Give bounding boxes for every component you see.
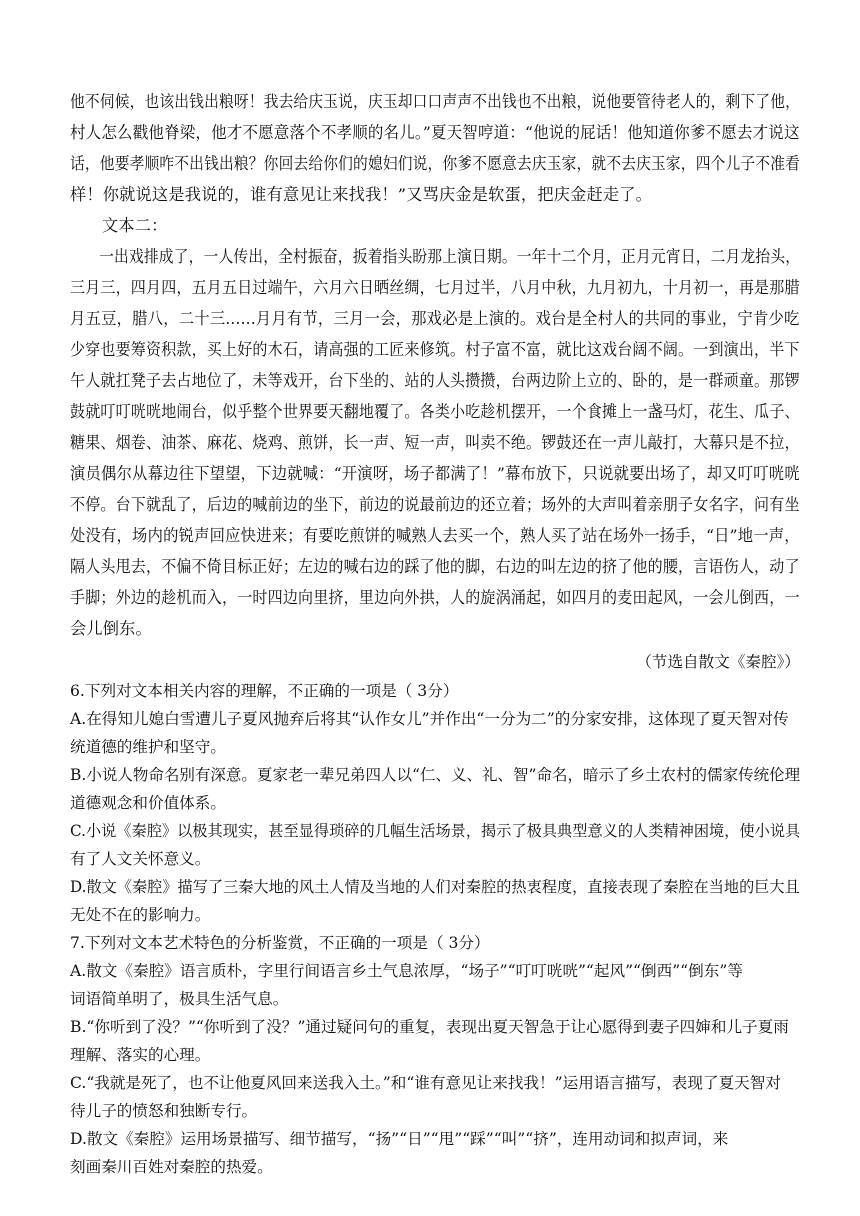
passage-line: 话，他要孝顺咋不出钱出粮？你回去给你们的媳妇们说，你爹不愿意去庆玉家，就不去庆玉家，四个儿子不准看 bbox=[70, 154, 800, 173]
passage-line: 三月三，四月四，五月五日过端午，六月六日晒丝绸，七月过半，八月中秋，九月初九，十月初一，再是那腊 bbox=[70, 278, 800, 297]
question-7-option-b-cont: 理解、落实的心理。 bbox=[70, 1046, 211, 1064]
question-7-option-a: A.散文《秦腔》语言质朴，字里行间语言乡土气息浓厚，“场子”“叮叮咣咣”“起风”“倒西”“倒东”等 bbox=[70, 962, 743, 980]
passage-line: 演员偶尔从幕边往下望望，下边就喊：“开演呀，场子都满了！”幕布放下，只说就要出场了，却又叮叮咣咣 bbox=[70, 464, 800, 483]
question-7-option-d: D.散文《秦腔》运用场景描写、细节描写，“扬”“日”“甩”“踩”“叫”“挤”，连用动词和拟声词，来 bbox=[70, 1130, 729, 1148]
question-6-option-b-cont: 道德观念和价值体系。 bbox=[70, 794, 226, 812]
passage-line: 鼓就叮叮咣咣地闹台，似乎整个世界要天翻地覆了。各类小吃趁机摆开，一个食摊上一盏马灯，花生、瓜子、 bbox=[70, 402, 800, 421]
passage-line: 一出戏排成了，一人传出，全村振奋，扳着指头盼那上演日期。一年十二个月，正月元宵日，二月龙抬头， bbox=[99, 247, 801, 266]
question-6-option-d-cont: 无处不在的影响力。 bbox=[70, 906, 211, 924]
question-6-option-c-cont: 有了人文关怀意义。 bbox=[70, 850, 211, 868]
question-6-option-a: A.在得知儿媳白雪遭儿子夏风抛弃后将其“认作女儿”并作出“一分为二”的分家安排，这体现了夏天智对传 bbox=[70, 710, 789, 728]
passage-line: 手脚；外边的趁机而入，一时四边向里挤，里边向外拱，人的旋涡涌起，如四月的麦田起风，一会儿倒西，一 bbox=[70, 588, 800, 607]
question-7-option-c: C.“我就是死了，也不让他夏风回来送我入土。”和“谁有意见让来找我！”运用语言描写，表现了夏天智对 bbox=[70, 1074, 781, 1092]
question-7-stem: 7.下列对文本艺术特色的分析鉴赏，不正确的一项是（ 3分） bbox=[70, 934, 490, 952]
question-6-option-b: B.小说人物命名别有深意。夏家老一辈兄弟四人以“仁、义、礼、智”命名，暗示了乡土农村的儒家传统伦理 bbox=[70, 766, 801, 784]
passage-line: 处没有，场内的锐声回应快进来；有要吃煎饼的喊熟人去买一个，熟人买了站在场外一扬手，“日”地一声， bbox=[70, 526, 800, 545]
passage-line: 隔人头甩去，不偏不倚目标正好；左边的喊右边的踩了他的脚，右边的叫左边的挤了他的腰，言语伤人，动了 bbox=[70, 557, 800, 576]
passage-line: 不停。台下就乱了，后边的喊前边的坐下，前边的说最前边的还立着；场外的大声叫着亲朋子女名字，问有坐 bbox=[70, 495, 800, 514]
question-6-stem: 6.下列对文本相关内容的理解，不正确的一项是（ 3分） bbox=[70, 682, 459, 700]
question-6-option-d: D.散文《秦腔》描写了三秦大地的风土人情及当地的人们对秦腔的热衷程度，直接表现了秦腔在当地的巨大且 bbox=[70, 878, 800, 896]
question-7-option-c-cont: 待儿子的愤怒和独断专行。 bbox=[70, 1102, 258, 1120]
question-7-option-d-cont: 刻画秦川百姓对秦腔的热爱。 bbox=[70, 1158, 273, 1176]
passage-line: 会儿倒东。 bbox=[70, 619, 152, 638]
passage-line: 少穿也要筹资积款，买上好的木石，请高强的工匠来修筑。村子富不富，就比这戏台阔不阔。一到演出，半下 bbox=[70, 340, 800, 359]
passage-line: 样！你就说这是我说的，谁有意见让来找我！”又骂庆金是软蛋，把庆金赶走了。 bbox=[70, 185, 653, 204]
question-7-option-a-cont: 词语简单明了，极具生活气息。 bbox=[70, 990, 289, 1008]
passage-line: 午人就扛凳子去占地位了，未等戏开，台下坐的、站的人头攒攒，台两边阶上立的、卧的，是一群顽童。那锣 bbox=[70, 371, 800, 390]
question-6-option-c: C.小说《秦腔》以极其现实，甚至显得琐碎的几幅生活场景，揭示了极具典型意义的人类精神困境，使小说具 bbox=[70, 822, 801, 840]
question-6-option-a-cont: 统道德的维护和坚守。 bbox=[70, 738, 226, 756]
question-7-option-b: B.“你听到了没？”“你听到了没？”通过疑问句的重复，表现出夏天智急于让心愿得到妻子四婶和儿子夏雨 bbox=[70, 1018, 789, 1036]
text2-label: 文本二： bbox=[102, 216, 168, 235]
passage-line: 他不伺候，也该出钱出粮呀！我去给庆玉说，庆玉却口口声声不出钱也不出粮，说他要管待老人的，剩下了他， bbox=[70, 92, 800, 111]
source-note: （节选自散文《秦腔》） bbox=[636, 653, 800, 671]
passage-line: 村人怎么戳他脊梁，他才不愿意落个不孝顺的名儿。”夏天智哼道：“他说的屁话！他知道你爹不愿去才说这 bbox=[70, 123, 800, 142]
passage-line: 月五豆，腊八，二十三......月月有节，三月一会，那戏必是上演的。戏台是全村人的共同的事业，宁肯少吃 bbox=[70, 309, 800, 328]
passage-line: 糖果、烟卷、油茶、麻花、烧鸡、煎饼，长一声、短一声，叫卖不绝。锣鼓还在一声儿敲打，大幕只是不拉， bbox=[70, 433, 800, 452]
